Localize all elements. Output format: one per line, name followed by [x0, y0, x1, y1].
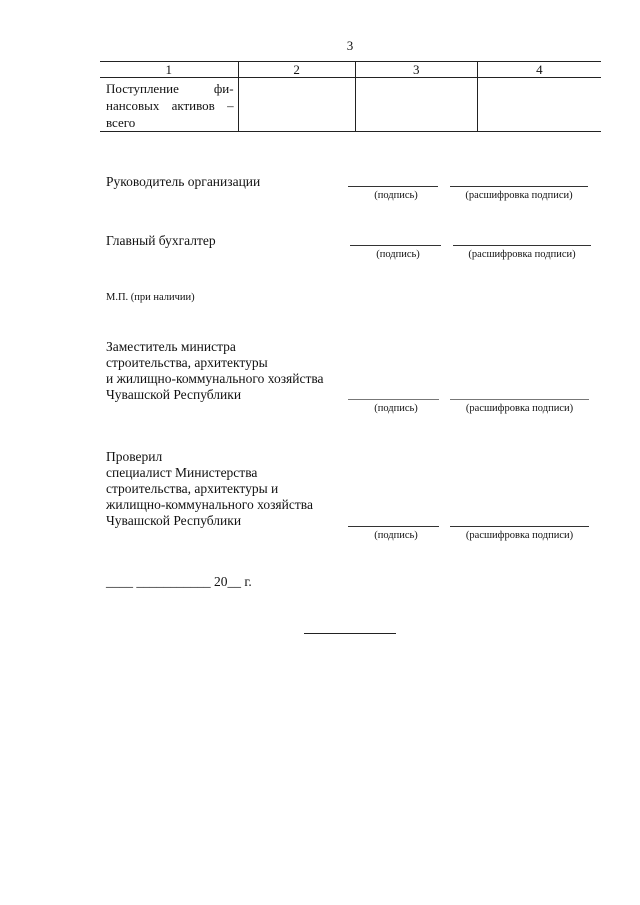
table-header-cell: 3 [355, 62, 477, 78]
row-label: Поступление фи-нансовых активов – всего [106, 81, 234, 130]
table-cell [355, 78, 477, 132]
decode-line [453, 245, 591, 246]
decode-line [450, 526, 589, 527]
financial-table [100, 61, 601, 132]
decode-caption: (расшифровка подписи) [465, 530, 574, 541]
table-header-cell: 1 [100, 62, 238, 78]
decode-caption: (расшифровка подписи) [468, 249, 576, 260]
checked-line: Проверил [106, 449, 163, 464]
table-header-row [100, 62, 601, 78]
stamp-label: М.П. (при наличии) [106, 292, 195, 303]
table-header-cell: 2 [238, 62, 355, 78]
checked-line: жилищно-коммунального хозяйства [106, 497, 313, 512]
checked-block [106, 449, 313, 529]
accountant-label: Главный бухгалтер [106, 233, 216, 248]
checked-line: специалист Министерства [106, 465, 258, 480]
checked-line: строительства, архитектуры и [106, 481, 279, 496]
table-cell [238, 78, 355, 132]
signature-line [350, 245, 441, 246]
deputy-minister-block [106, 339, 324, 403]
page-number: 3 [346, 38, 354, 53]
signature-line [348, 526, 439, 527]
signature-line [348, 399, 439, 400]
table-cell [477, 78, 601, 132]
decode-caption: (расшифровка подписи) [465, 190, 573, 201]
deputy-minister-line: Чувашской Республики [106, 387, 242, 402]
decode-caption: (расшифровка подписи) [465, 403, 574, 414]
signature-line [348, 186, 438, 187]
deputy-minister-line: Заместитель министра [106, 339, 236, 354]
table-row [100, 78, 601, 132]
signature-caption: (подпись) [376, 249, 420, 260]
signature-caption: (подпись) [374, 190, 418, 201]
table-header-cell: 4 [477, 62, 601, 78]
deputy-minister-line: и жилищно-коммунального хозяйства [106, 371, 324, 386]
date-line: ____ ___________ 20__ г. [106, 574, 252, 589]
row-label-cell [100, 78, 238, 132]
checked-line: Чувашской Республики [106, 513, 242, 528]
decode-line [450, 399, 589, 400]
signature-caption: (подпись) [374, 530, 418, 541]
signature-caption: (подпись) [374, 403, 418, 414]
deputy-minister-line: строительства, архитектуры [106, 355, 268, 370]
director-label: Руководитель организации [106, 174, 261, 189]
closing-divider [304, 633, 396, 634]
decode-line [450, 186, 588, 187]
